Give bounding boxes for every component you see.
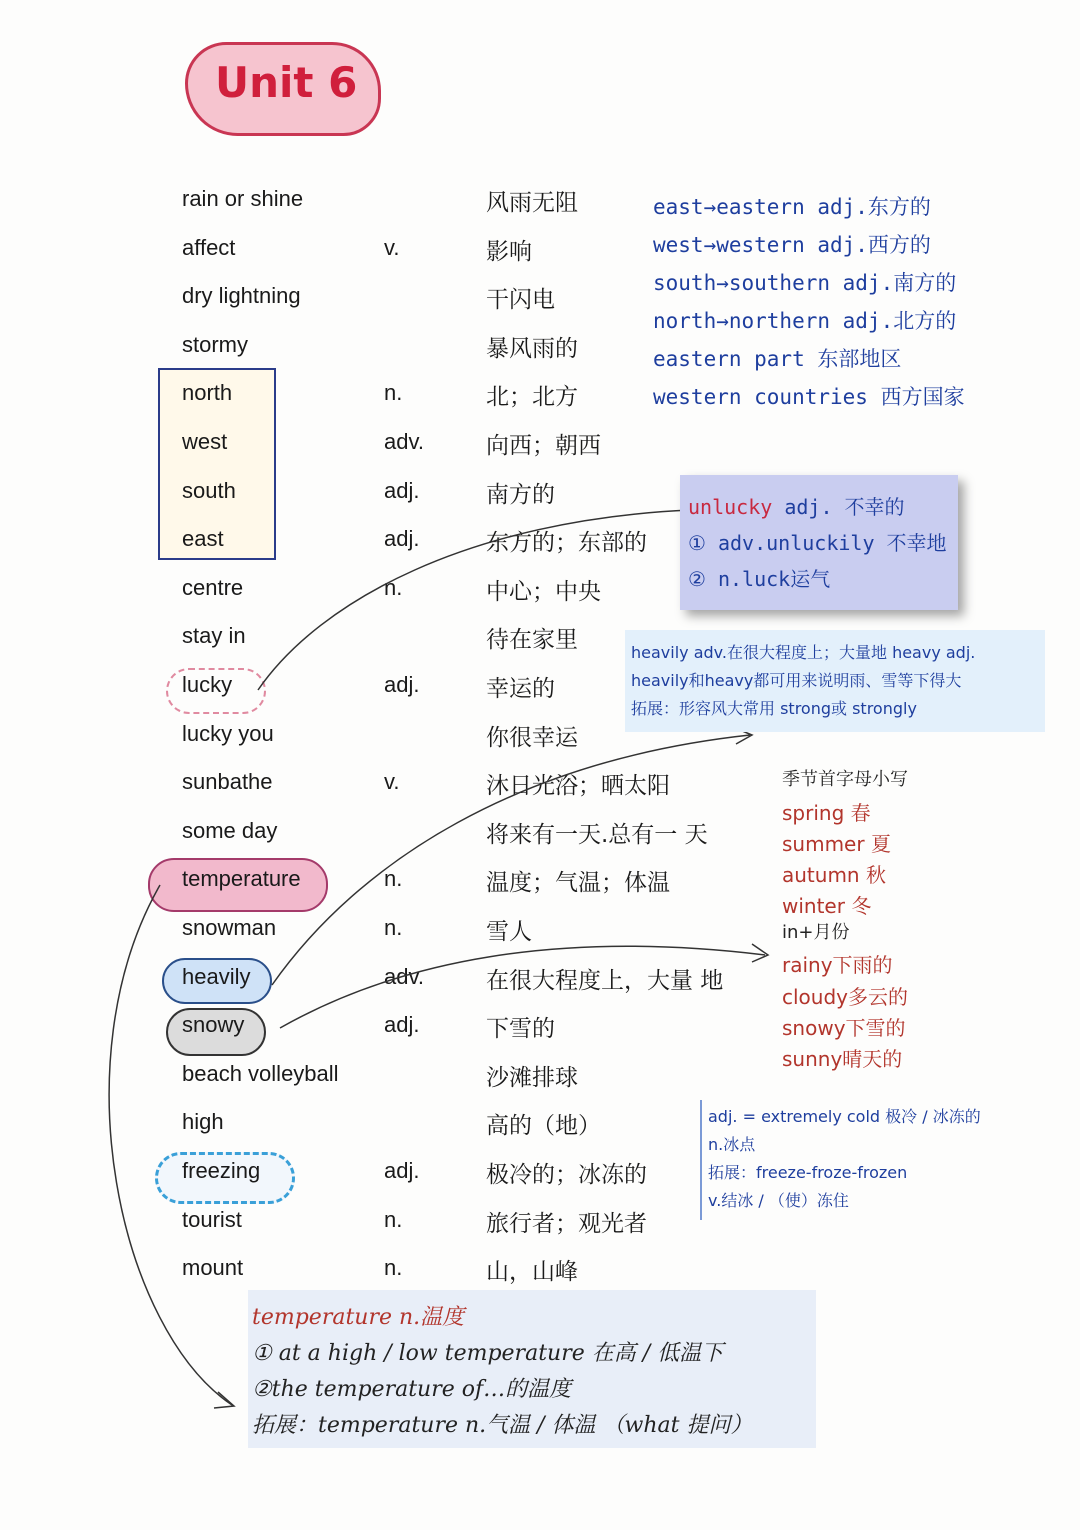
vocab-word: north — [182, 380, 233, 405]
temperature-note-line: ① at a high / low temperature 在高 / 低温下 — [252, 1341, 724, 1366]
freezing-note-line: 拓展：freeze-froze-frozen — [708, 1163, 908, 1182]
vocab-meaning: 干闪电 — [486, 287, 555, 313]
vocab-pos: v. — [384, 235, 400, 260]
temperature-note-line: ②the temperature of…的温度 — [252, 1377, 572, 1402]
season-item: winter 冬 — [782, 894, 872, 918]
direction-note-line: north→northern adj.北方的 — [653, 309, 957, 333]
freezing-note — [700, 1100, 1012, 1220]
vocab-meaning: 下雪的 — [486, 1016, 555, 1042]
weather-item: sunny晴天的 — [782, 1047, 903, 1071]
vocab-meaning: 风雨无阻 — [486, 190, 578, 216]
vocab-word: dry lightning — [182, 283, 301, 308]
vocab-meaning: 中心；中央 — [486, 579, 601, 605]
vocab-pos: adj. — [384, 526, 420, 551]
vocab-word: tourist — [182, 1207, 242, 1232]
vocab-pos: n. — [384, 866, 403, 891]
season-item: spring 春 — [782, 801, 871, 825]
heavily-note-line: 拓展：形容风大常用 strong或 strongly — [631, 699, 917, 718]
vocab-meaning: 山，山峰 — [486, 1259, 578, 1285]
unlucky-line: ① adv.unluckily 不幸地 — [688, 531, 947, 555]
vocab-word: sunbathe — [182, 769, 273, 794]
vocab-word: snowy — [182, 1012, 245, 1037]
vocab-meaning: 沐日光浴；晒太阳 — [486, 773, 670, 799]
vocab-meaning: 在很大程度上，大量 地 — [486, 968, 724, 994]
vocab-word: west — [182, 429, 228, 454]
month-rule: in+月份 — [782, 922, 850, 943]
vocab-pos: v. — [384, 769, 400, 794]
direction-note-line: eastern part 东部地区 — [653, 347, 902, 371]
direction-note-line: west→western adj.西方的 — [653, 233, 931, 257]
vocab-word: freezing — [182, 1158, 261, 1183]
heavily-note — [625, 630, 1045, 732]
vocab-meaning: 南方的 — [486, 482, 555, 508]
vocab-pos: n. — [384, 1207, 403, 1232]
unlucky-note — [680, 475, 958, 610]
vocab-meaning: 温度；气温；体温 — [486, 870, 670, 896]
vocab-meaning: 将来有一天.总有一 天 — [486, 822, 708, 848]
unlucky-line: ② n.luck运气 — [688, 567, 831, 591]
vocab-pos: adj. — [384, 1012, 420, 1037]
vocab-meaning: 旅行者；观光者 — [486, 1211, 647, 1237]
vocab-pos: n. — [384, 380, 403, 405]
heavily-note-line: heavily和heavy都可用来说明雨、雪等下得大 — [631, 671, 962, 690]
direction-note-line: south→southern adj.南方的 — [653, 271, 957, 295]
temperature-note-head: temperature n.温度 — [252, 1305, 465, 1330]
vocab-word: beach volleyball — [182, 1061, 339, 1086]
vocab-word: lucky — [182, 672, 233, 697]
vocab-pos: adv. — [384, 429, 424, 454]
direction-notes — [645, 185, 1010, 430]
vocab-meaning: 北；北方 — [486, 384, 578, 410]
vocab-word: east — [182, 526, 224, 551]
vocab-pos: adj. — [384, 478, 420, 503]
vocab-meaning: 雪人 — [486, 919, 532, 945]
vocab-word: centre — [182, 575, 244, 600]
heavily-note-line: heavily adv.在很大程度上；大量地 heavy adj. — [631, 643, 976, 662]
vocab-word: stormy — [182, 332, 248, 357]
unlucky-headword: unlucky — [688, 495, 773, 519]
vocab-pos: adv. — [384, 964, 424, 989]
vocab-word: lucky you — [182, 721, 274, 746]
vocab-meaning: 暴风雨的 — [486, 336, 578, 362]
vocab-meaning: 影响 — [486, 239, 532, 265]
vocab-word: some day — [182, 818, 278, 843]
direction-note-line: east→eastern adj.东方的 — [653, 195, 931, 219]
weather-item: rainy下雨的 — [782, 953, 893, 977]
vocab-meaning: 待在家里 — [486, 627, 578, 653]
vocab-word: south — [182, 478, 236, 503]
vocab-word: temperature — [182, 866, 301, 891]
vocab-meaning: 东方的；东部的 — [486, 530, 647, 556]
vocab-meaning: 向西；朝西 — [486, 433, 601, 459]
vocab-word: mount — [182, 1255, 244, 1280]
snowy-arrowhead — [752, 944, 768, 962]
vocab-pos: n. — [384, 1255, 403, 1280]
vocab-pos: adj. — [384, 672, 420, 697]
temperature-note — [248, 1290, 816, 1448]
season-item: autumn 秋 — [782, 863, 886, 887]
vocab-word: heavily — [182, 964, 251, 989]
vocab-meaning: 高的（地） — [486, 1113, 601, 1139]
temperature-note-line: 拓展：temperature n.气温 / 体温 （what 提问） — [252, 1413, 753, 1438]
page-title: Unit 6 — [215, 58, 358, 107]
vocab-word: rain or shine — [182, 186, 304, 211]
weather-item: snowy下雪的 — [782, 1016, 906, 1040]
vocab-meaning: 你很幸运 — [486, 725, 578, 751]
weather-item: cloudy多云的 — [782, 985, 908, 1009]
vocab-word: stay in — [182, 623, 246, 648]
season-item: summer 夏 — [782, 832, 891, 856]
vocab-word: affect — [182, 235, 236, 260]
vocab-word: snowman — [182, 915, 277, 940]
unlucky-headword-gloss: adj. 不幸的 — [772, 495, 905, 519]
temperature-arrowhead — [214, 1392, 234, 1408]
freezing-note-line: v.结冰 / （使）冻住 — [708, 1191, 849, 1210]
vocab-pos: n. — [384, 575, 403, 600]
direction-note-line: western countries 西方国家 — [653, 385, 965, 409]
freezing-note-line: adj. = extremely cold 极冷 / 冰冻的 — [708, 1107, 981, 1126]
vocab-meaning: 幸运的 — [486, 676, 555, 702]
season-header: 季节首字母小写 — [782, 769, 908, 790]
freezing-note-line: n.冰点 — [708, 1135, 756, 1154]
vocab-pos: n. — [384, 915, 403, 940]
vocab-meaning: 极冷的；冰冻的 — [486, 1162, 647, 1188]
vocab-pos: adj. — [384, 1158, 420, 1183]
vocab-word: high — [182, 1109, 224, 1134]
vocab-meaning: 沙滩排球 — [486, 1065, 578, 1091]
